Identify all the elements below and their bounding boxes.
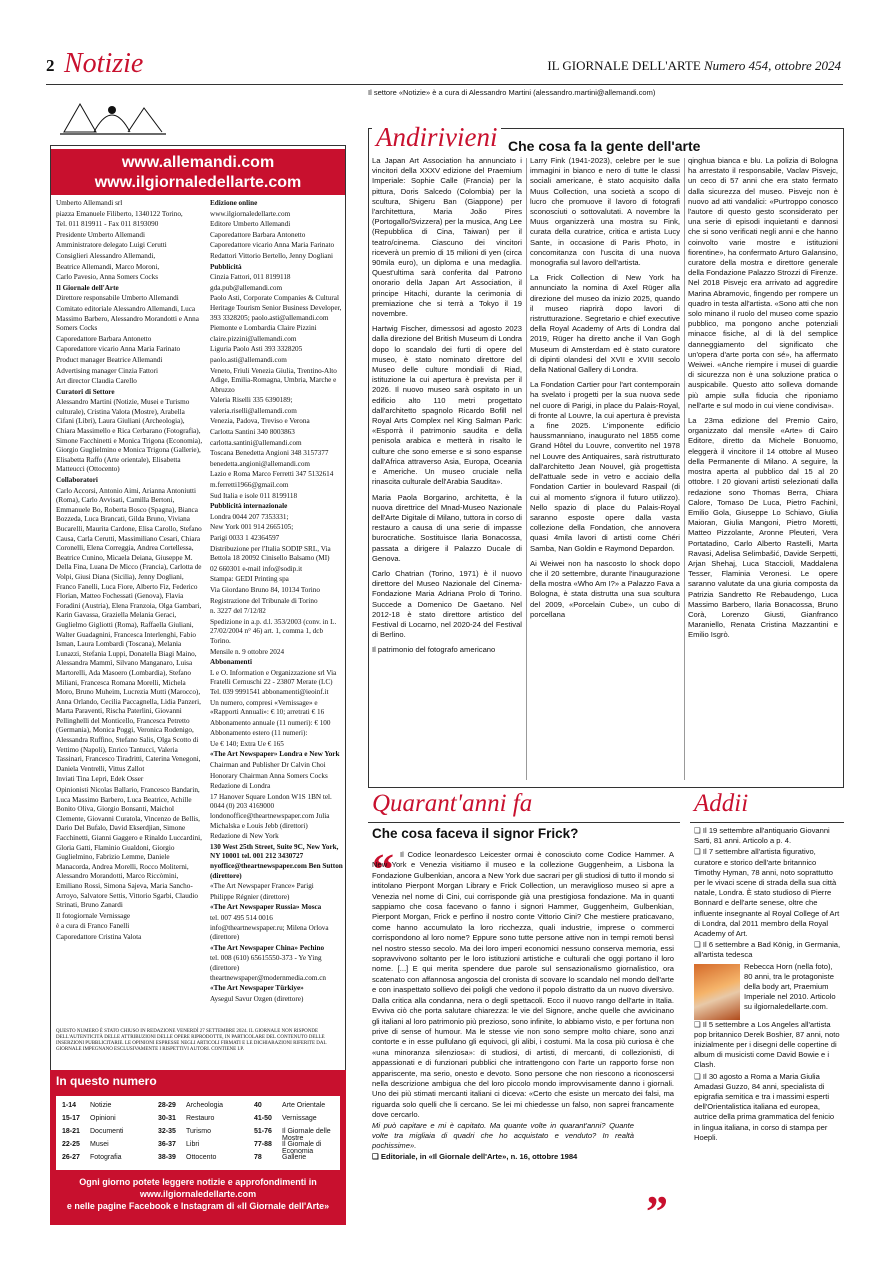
text-paragraph: www.ilgiornaledellarte.com bbox=[210, 209, 291, 218]
text-paragraph: Redattori Vittorio Bertello, Jenny Dogliani bbox=[210, 251, 334, 260]
text-paragraph: Caporedattore Barbara Antonetto bbox=[210, 230, 306, 239]
text-paragraph: carlotta.santini@allemandi.com bbox=[210, 438, 302, 447]
text-paragraph: «The Art Newspaper» Londra e New York bbox=[210, 750, 340, 759]
text-paragraph: Sud Italia e isole 011 8199118 bbox=[210, 491, 298, 500]
text-paragraph: Veneto, Friuli Venezia Giulia, Trentino-Alto Adige, Emilia-Romagna, Umbria, Marche e Abruzzo bbox=[210, 366, 337, 394]
index-pages[interactable]: 40 bbox=[254, 1102, 262, 1109]
index-pages[interactable]: 51-76 bbox=[254, 1128, 272, 1135]
index-label[interactable]: Il Giornale delle Mostre bbox=[282, 1128, 331, 1142]
open-quote-icon: “ bbox=[372, 845, 394, 894]
text-paragraph: Redazione di Londra bbox=[210, 782, 271, 791]
text-paragraph: La Frick Collection di New York ha annunciato la nomina di Axel Rüger alla direzione del museo da inizio 2025, quando il museo riaprirà dopo lavori di ristrutturazione. Segretario e chief executive della Royal Academy of Arts di Londra dal 2019, Rüger ha diretto anche il Van Gogh Museum di Amsterdam ed è stato curatore di dipinti olandesi del XVII e XVIII secolo della National Gallery di Londra. bbox=[530, 273, 680, 375]
index-label[interactable]: Libri bbox=[186, 1141, 200, 1148]
masthead-column-1 bbox=[56, 199, 204, 1027]
text-paragraph: «The Art Newspaper Türkiye» bbox=[210, 984, 304, 993]
addii-body bbox=[694, 826, 842, 1226]
index-pages[interactable]: 78 bbox=[254, 1154, 262, 1161]
text-paragraph: Collaboratori bbox=[56, 476, 98, 485]
text-paragraph: Il fotogiornale Vernissage bbox=[56, 911, 131, 920]
text-paragraph: Caporedattore Cristina Valota bbox=[56, 932, 142, 941]
index-label[interactable]: Restauro bbox=[186, 1115, 215, 1122]
text-paragraph: Product manager Beatrice Allemandi bbox=[56, 355, 163, 364]
quarantanni-subtitle: Che cosa faceva il signor Frick? bbox=[372, 826, 579, 841]
andirivieni-column-1 bbox=[372, 156, 522, 782]
index-label[interactable]: Ottocento bbox=[186, 1154, 217, 1161]
text-paragraph: New York 001 914 2665105; bbox=[210, 523, 294, 532]
text-paragraph: Opinionisti Nicolas Ballario, Francesco Bandarin, Luca Massimo Barbero, Luca Beatrice, Achille Bonito Oliva, Giorgio Bonsanti, Maichol Clemente, Giovanni Curatola, Vincenzo de Bellis, Dario Del Bufalo, David Ekserdjian, Simone Facchinetti, Gianni Gaggero e Rinaldo Luccardini, Gloria Gatti, Flaminio Gualdoni, Giorgio Guglielmino, Fabrizio Lemme, Daniele Manacorda, Andrea Morelli, Rocco Moliterni, Alessandro Morandotti, Marco Riccòmini, Emiliano Rossi, Simona Sajeva, Maria Sancho-Arroyo, Salvatore Settis, Vittorio Sgarbi, Claudio Strinati, Bruno Zanardi bbox=[56, 786, 202, 910]
text-paragraph: valeria.riselli@allemandi.com bbox=[210, 406, 297, 415]
index-label[interactable]: Fotografia bbox=[90, 1154, 122, 1161]
index-pages[interactable]: 26-27 bbox=[62, 1154, 80, 1161]
text-paragraph: Alessandro Martini (Notizie, Musei e Turismo culturale), Cristina Valota (Mostre), Arabella Cifani (Libri), Laura Giuliani (Archeologia), Chiara Massimello e Rica Cerbarano (Fotografia), Simone Facchinetti e Monica Trigona (Economia), Giorgio Guglielmino e Monica Trigona (Gallerie), Elisabetta Raffo (Arte orientale), Elisabetta Matteucci (Ottocento) bbox=[56, 398, 203, 474]
section-title: Notizie bbox=[64, 48, 144, 79]
text-paragraph: «The Art Newspaper France» Parigi bbox=[210, 882, 314, 891]
addii-entry: ❑ Il 19 settembre all'antiquario Giovanni Sarti, 81 anni. Articolo a p. 4. bbox=[694, 826, 830, 846]
index-label[interactable]: Turismo bbox=[186, 1128, 212, 1135]
index-label[interactable]: Archeologia bbox=[186, 1102, 223, 1109]
text-paragraph: Pubblicità internazionale bbox=[210, 502, 288, 511]
text-paragraph: Hartwig Fischer, dimessosi ad agosto 2023 dalla direzione del British Museum di Londra dopo lo scandalo dei furti di opere del museo, è stato nominato direttore del Museo delle culture mondiali di Riad, istituzione la cui apertura è prevista per il 2026. Il nuovo museo sarà ospitato in un edificio alto 110 metri progettato dall'architetto spagnolo Ricardo Bofill nel Royal Arts Complex nel King Salman Park: «Esporrà il patrimonio saudita e della penisola arabica e metterà in risalto le culture che sono emerse e si sono espanse dall'Africa attraverso Asia, Europa, Oceania e Americhe. Un museo cruciale nella rinascita culturale dell'Arabia Saudita». bbox=[372, 324, 522, 487]
column-divider bbox=[526, 158, 527, 780]
index-label[interactable]: Arte Orientale bbox=[282, 1102, 326, 1109]
text-paragraph: Caporedattore vicario Anna Maria Farinato bbox=[210, 241, 335, 250]
andirivieni-subtitle: Che cosa fa la gente dell'arte bbox=[508, 138, 701, 154]
rebecca-horn-photo bbox=[694, 964, 740, 1020]
andirivieni-column-3 bbox=[688, 156, 838, 782]
text-paragraph: Redazione di New York bbox=[210, 832, 279, 841]
text-paragraph: Inviati Tina Lepri, Edek Osser bbox=[56, 775, 144, 784]
index-title: In questo numero bbox=[56, 1074, 157, 1088]
text-paragraph: tel. 008 (610) 65615550-373 - Ye Ying (direttore) theartnewspaper@modernmedia.com.cn bbox=[210, 954, 326, 982]
index-pages[interactable]: 41-50 bbox=[254, 1115, 272, 1122]
text-paragraph: qinghua bianca e blu. La polizia di Bologna ha arrestato il responsabile, Vaclav Pisvejc, un ceco di 57 anni che era stato fermato dalla sicurezza del museo. Pisvejc non è nuovo ad atti vandalici: «Purtroppo conosco l'autore di questo gesto sconsiderato per una serie di episodi inquietanti e dannosi che si sono verificati negli anni e che hanno coinvolto varie mostre e istituzioni fiorentine», ha confermato Arturo Galansino, curatore della mostra e direttore generale della Fondazione Palazzo Strozzi di Firenze. Nel 2018 Pisvejc era arrivato ad aggredire Marina Abramovic, fingendo per rompere un quadro in testa all'artista. «Sono atti che non solo minano il ruolo del museo come spazio pubblico, ma pongono anche potenziali minacce fisiche, al di là del semplice danneggiamento del significato che un'opera d'arte porta con sé», ha affermato Weiwei. «Anche riempire i musei di guardie di sicurezza non è una soluzione pratica o auspicabile. Questo atto solleva domande più ampie sulla fiducia che riponiamo nell'arte e sul modo in cui viene condivisa». bbox=[688, 156, 838, 410]
section-credits: Il settore «Notizie» è a cura di Alessandro Martini (alessandro.martini@allemandi.com) bbox=[368, 88, 656, 97]
close-quote-icon: ” bbox=[646, 1187, 668, 1236]
andirivieni-column-2 bbox=[530, 156, 680, 782]
index-table bbox=[56, 1096, 340, 1170]
text-paragraph: Stampa: GEDI Printing spa bbox=[210, 575, 289, 584]
text-paragraph: Umberto Allemandi srl bbox=[56, 199, 123, 207]
text-paragraph: Abbonamenti bbox=[210, 658, 252, 667]
quarantanni-signature: ❑ Editoriale, in «Il Giornale dell'Arte», n. 16, ottobre 1984 bbox=[372, 1151, 578, 1161]
website-url-allemandi[interactable]: www.allemandi.com bbox=[121, 154, 275, 171]
text-paragraph: Paolo Asti, Corporate Companies & Cultural Heritage Tourism Senior Business Developer, 393 3328205; paolo.asti@allemandi.com bbox=[210, 294, 342, 322]
text-paragraph: Maria Paola Borgarino, architetta, è la nuova direttrice del Mnad-Museo Nazionale dell'Arte Digitale di Milano, tuttora in corso di restauro a causa di una serie di impasse burocratiche. Sostituisce Ilaria Bonacossa, passata a dirigere il Palazzo Ducale di Genova. bbox=[372, 492, 522, 563]
index-pages[interactable]: 1-14 bbox=[62, 1102, 77, 1109]
index-pages[interactable]: 36-37 bbox=[158, 1141, 176, 1148]
text-paragraph: 02 660301 e-mail info@sodip.it bbox=[210, 564, 303, 573]
index-pages[interactable]: 77-88 bbox=[254, 1141, 272, 1148]
text-paragraph: Editore Umberto Allemandi bbox=[210, 220, 291, 229]
text-paragraph: 130 West 25th Street, Suite 9C, New York, NY 10001 tel. 001 212 3430727 nyoffice@theartnewspaper.com Ben Sutton (direttore) bbox=[210, 842, 343, 880]
index-label[interactable]: Vernissage bbox=[282, 1115, 317, 1122]
text-paragraph: Distribuzione per l'Italia SODIP SRL, Via Bettola 18 20092 Cinisello Balsamo (MI) bbox=[210, 544, 331, 563]
text-paragraph: paolo.asti@allemandi.com bbox=[210, 355, 287, 364]
text-paragraph: Via Giordano Bruno 84, 10134 Torino bbox=[210, 585, 320, 594]
website-url-giornale[interactable]: www.ilgiornaledellarte.com bbox=[94, 174, 302, 191]
text-paragraph: La Fondation Cartier pour l'art contemporain ha svelato i progetti per la sua nuova sede nel cuore di Parigi, in place du Palais-Royal, di fronte al Louvre, la cui apertura è prevista a fine 2025. L'imponente edificio haussmanniano, inaugurato nel 1855 come Grand Hôtel du Louvre, convertito nel 1978 nel Louvre des Antiquaires, sarà ristrutturato dall'architetto Jean Nouvel, già progettista dell'attuale sede in vetro e acciaio della Fondation Cartier in boulevard Raspail (di cui al momento s'ignora il futuro utilizzo). Nello spazio di place du Palais-Royal saranno esposte opere dalla vasta collezione della Fondation, che annovera quasi 4mila lavori di artisti come Chéri Samba, Nan Goldin e Raymond Depardon. bbox=[530, 380, 680, 553]
publication-name: IL GIORNALE DELL'ARTE bbox=[547, 58, 701, 73]
text-paragraph: Piemonte e Lombardia Claire Pizzini bbox=[210, 324, 317, 333]
text-paragraph: Londra 0044 207 7353331; bbox=[210, 512, 289, 521]
text-paragraph: Caporedattore Barbara Antonetto bbox=[56, 334, 152, 343]
text-paragraph: Carlo Pavesio, Anna Somers Cocks bbox=[56, 273, 159, 282]
text-paragraph: Amministratore delegato Luigi Cerutti bbox=[56, 241, 167, 250]
text-paragraph: claire.pizzini@allemandi.com bbox=[210, 334, 297, 343]
text-paragraph: Liguria Paolo Asti 393 3328205 bbox=[210, 345, 303, 354]
text-paragraph: Honorary Chairman Anna Somers Cocks bbox=[210, 771, 328, 780]
text-paragraph: Larry Fink (1941-2023), celebre per le sue immagini in bianco e nero di tutte le classi sociali americane, è stato acquisito dalla Muus Collection, una società a scopo di lucro che promuove il lavoro di fotografi sconosciuti o sottovalutati. A novembre la Muus organizzerà una mostra su Fink, curata della curatrice, critica e artista Lucy Sante, in occasione di Paris Photo, in concomitanza con l'uscita di una nuova monografia sul lavoro dell'artista. bbox=[530, 156, 680, 268]
text-paragraph: Spedizione in a.p. d.l. 353/2003 (conv. in L. 27/02/2004 n° 46) art. 1, comma 1, dcb Torino. bbox=[210, 617, 337, 645]
quarantanni-rule bbox=[368, 822, 680, 823]
index-footer bbox=[50, 1176, 346, 1212]
addii-entry: ❑ Il 7 settembre all'artista figurativo, curatore e storico dell'arte britannico Timothy Hyman, 78 anni, noto soprattutto per le vivaci scene di strada della sua città natale, Londra. È stato studioso di Pierre Bonnard e dell'arte senese, oltre che influente insegnante al Royal College of Art di Londra, dal 2011 membro della Royal Academy of Art. bbox=[694, 847, 840, 939]
index-pages[interactable]: 38-39 bbox=[158, 1154, 176, 1161]
text-paragraph: piazza Emanuele Filiberto, 1340122 Torino, bbox=[56, 209, 183, 218]
addii-title: Addii bbox=[694, 790, 749, 817]
text-paragraph: gda.pub@allemandi.com bbox=[210, 283, 283, 292]
text-paragraph: Comitato editoriale Alessandro Allemandi, Luca Massimo Barbero, Alessandro Morandotti e Anna Somers Cocks bbox=[56, 304, 199, 333]
text-paragraph: Il Giornale dell'Arte bbox=[56, 283, 119, 292]
addii-horn-text: Rebecca Horn (nella foto), 80 anni, tra le protagoniste della body art, Praemium Imperiale nel 2010. Articolo su ilgiornaledellarte.com. bbox=[744, 961, 836, 1012]
index-footer-line1: Ogni giorno potete leggere notizie e approfondimenti in bbox=[79, 1177, 317, 1187]
text-paragraph: Venezia, Padova, Treviso e Verona bbox=[210, 417, 310, 426]
addii-entry-horn bbox=[694, 962, 842, 1013]
text-paragraph: «The Art Newspaper Russia» Mosca bbox=[210, 903, 322, 912]
masthead-logo-illustration bbox=[50, 92, 176, 142]
index-pages[interactable]: 32-35 bbox=[158, 1128, 176, 1135]
addii-entry: ❑ Il 6 settembre a Bad König, in Germania, all'artista tedesca bbox=[694, 940, 841, 960]
index-label[interactable]: Musei bbox=[90, 1141, 109, 1148]
text-paragraph: Parigi 0033 1 42364597 bbox=[210, 534, 280, 542]
column-divider bbox=[684, 158, 685, 780]
fine-print: QUESTO NUMERO È STATO CHIUSO IN REDAZIONE VENERDÌ 27 SETTEMBRE 2024. IL GIORNALE NON RISPONDE DELL'AUTENTICITÀ DELLE ATTRIBUZIONI DELLE OPERE RIPRODOTTE, IN PARTICOLARE DEL CONTENUTO DELLE INSERZIONI PUBBLICITARIE. LE OPINIONI ESPRESSE NEGLI ARTICOLI FIRMATI E LE DICHIARAZIONI RIFERITE DAL GIORNALE IMPEGNANO ESCLUSIVAMENTE I RISPETTIVI AUTORI. CONTIENE I.P. bbox=[56, 1029, 327, 1052]
index-footer-line3: e nelle pagine Facebook e Instagram di «Il Giornale dell'Arte» bbox=[66, 1201, 330, 1211]
text-paragraph: Art director Claudia Carello bbox=[56, 377, 137, 386]
text-paragraph: Abbonamento estero (11 numeri): bbox=[210, 729, 308, 738]
text-paragraph: La 23ma edizione del Premio Cairo, organizzato dal mensile «Arte» di Cairo Editore, diretto da Michele Bonuomo, eleggerà il vincitore il 14 ottobre al Museo della Permanente di Milano. A seguire, la mostra aperta al pubblico dal 15 al 20 ottobre. I 20 giovani artisti selezionati dalla redazione sono Thomas Berra, Chiara Calore, Tomaso De Luca, Pietro Fachinì, Emilio Gola, Giuseppe Lo Schiavo, Giulia Maioran, Giulia Mangoni, Pietro Moretti, Matteo Pizzolante, Aronne Pleuteri, Vera Portatadino, Carlo Alberto Rastelli, Marta Ravasi, Adelisa Selimbašić, Davide Serpetti, Arjan Shehaj, Luca Staccioli, Maddalena Tesser, Flaminia Veronesi. Le opere saranno valutate da una giuria composta da Patrizia Sandretto Re Rebaudengo, Luca Massimo Barbero, Ilaria Bonacossa, Bruno Corà, Lorenzo Giusti, Gianfranco Maraniello, Renata Cristina Mazzantini e Emilio Isgrò. bbox=[688, 416, 838, 640]
text-paragraph: Abbonamento annuale (11 numeri): € 100 bbox=[210, 718, 331, 727]
text-paragraph: Caporedattore vicario Anna Maria Farinato bbox=[56, 345, 181, 354]
text-paragraph: Ue € 140; Extra Ue € 165 bbox=[210, 739, 284, 748]
text-paragraph: n. 3227 del 7/12/82 bbox=[210, 607, 266, 616]
text-paragraph: Chairman and Publisher Dr Calvin Choi bbox=[210, 761, 326, 770]
text-paragraph: 17 Hanover Square London W1S 1BN tel. 0044 (0) 203 4169000 londonoffice@theartnewspaper.com Julia Michalska e Louis Jebb (direttori) bbox=[210, 792, 332, 830]
index-label[interactable]: Opinioni bbox=[90, 1115, 116, 1122]
index-pages[interactable]: 15-17 bbox=[62, 1115, 80, 1122]
text-paragraph: Un numero, compresi «Vernissage» e «Rapporti Annuali»: € 10; arretrati € 16 bbox=[210, 698, 325, 717]
text-paragraph: m.ferretti1966@gmail.com bbox=[210, 481, 289, 490]
issue-line bbox=[547, 58, 841, 74]
index-pages[interactable]: 22-25 bbox=[62, 1141, 80, 1148]
text-paragraph: Valeria Riselli 335 6390189; bbox=[210, 396, 293, 405]
text-paragraph: Lazio e Roma Marco Ferretti 347 5132614 bbox=[210, 470, 334, 479]
index-label[interactable]: Il Giornale di Economia bbox=[282, 1141, 322, 1155]
index-pages[interactable]: 28-29 bbox=[158, 1102, 176, 1109]
index-label[interactable]: Notizie bbox=[90, 1102, 112, 1109]
website-banner[interactable] bbox=[51, 149, 345, 195]
masthead-column-2 bbox=[210, 199, 344, 1003]
quarantanni-title: Quarant'anni fa bbox=[372, 790, 533, 817]
header-rule bbox=[46, 84, 843, 85]
quarantanni-quote-end: Mi può capitare e mi è capitato. Ma quante volte in quarant'anni? Quante volte tra migliaia di quadri che ho acquistato e venduto? In realtà pochissime». bbox=[372, 1120, 634, 1151]
text-paragraph: Direttore responsabile Umberto Allemandi bbox=[56, 294, 179, 303]
addii-entry: ❑ Il 30 agosto a Roma a Maria Giulia Amadasi Guzzo, 84 anni, specialista di epigrafia semitica e tra i massimi esperti dell'Orientalistica italiana ed europea, autrice della prima grammatica del fenicio in lingua italiana, in corso di stampa per Hoepli. bbox=[694, 1071, 835, 1142]
text-paragraph: è a cura di Franco Fanelli bbox=[56, 922, 130, 931]
text-paragraph: Beatrice Allemandi, Marco Moroni, bbox=[56, 262, 160, 271]
text-paragraph: Pubblicità bbox=[210, 262, 242, 271]
quarantanni-body bbox=[372, 845, 674, 1220]
text-paragraph: Mensile n. 9 ottobre 2024 bbox=[210, 647, 285, 656]
page-number: 2 bbox=[46, 56, 55, 75]
text-paragraph: Registrazione del Tribunale di Torino bbox=[210, 596, 318, 605]
text-paragraph: Tel. 011 819911 - Fax 011 8193090 bbox=[56, 220, 159, 229]
text-paragraph: Philippe Régnier (direttore) bbox=[210, 892, 290, 901]
index-label[interactable]: Gallerie bbox=[282, 1154, 307, 1161]
text-paragraph: Toscana Benedetta Angioni 348 3157377 bbox=[210, 449, 329, 458]
text-paragraph: Presidente Umberto Allemandi bbox=[56, 230, 146, 239]
index-box bbox=[50, 1070, 346, 1225]
text-paragraph: Edizione online bbox=[210, 199, 258, 207]
quarantanni-text: Il Codice leonardesco Leicester ormai è conosciuto come Codice Hammer. A New York e Venezia visitiamo il museo e la collezione Guggenheim, a Lisbona la Fondazione Gulbenkian, ancora a New York due sacrari per gli studiosi di tutto il mondo si intitolano Pierpont Morgan Library e Frick Collection, un meraviglioso museo si apre a Venezia nel nome di Cini, cui corrisponde già una prestigiosa fondazione. Ma in quanti sappiamo che cosa facevano o fanno i signori Hammer, Guggenheim, Gulbenkian, Pierpont Morgan, Frick e perfino il nostro conte Vittorio Cini? Che mestiere praticavano, come hanno accumulato la loro ricchezza, quali industrie, imprese o commerci corrispondono al loro nome? Eppure sono tutte persone attive non in tempi remoti bensì nel nostro stesso secolo. Ma dei loro imperi economici nessuno conserva memoria, essi sopravvivono soltanto per le loro istituzioni artistiche e culturali che oggi portano il loro nome. [...] E qui merita spendere due parole sul sensazionalismo giornalistico, ora scatenato con affannosa angoscia del cronista di scovare lo scandalo nel mondo dell'arte e con inaspettato sollievo dei poligli che vedono il popolo distratto da un nuovo diversivo. Dalla critica alla condanna, nera o degli spettacoli. Ecco il nuovo rango dell'arte in Italia. Evviva ciò che porta salutare chiarezza: le vie del Signore, anche quelle che avvicinano gli italiani al loro patrimonio più prezioso, sono infinite, lo abbiamo visto, e per fortuna non prive di sense of humour. Ma le stesse vie non sono sempre molto chiare, sono anzi contorte e in esse pullulano gli equivoci, gli alibi, i costumi. Ma la cosa più curiosa è che «una minoranza silenziosa»: di studiosi, di artisti, di mercanti, di collezionisti, di appassionati e di funzionari pubblici che intrattengono con l'arte un rapporto forse non appariscente, ma serio, onesto e devoto. Sono persone che non riescono a riconoscersi nella descrizione ambigua che del loro piccolo mondo improvvisamente danno i giornali. Uno dei più stimati mercanti italiani ci diceva: «Certo che esiste un mercato dei falsi, ma riguarda solo quelli che li cercano. Se lei mi chiedesse un falso, non saprei francamente dove cercarlo. bbox=[372, 850, 674, 1120]
text-paragraph: Curatori di Settore bbox=[56, 387, 115, 396]
text-paragraph: Consiglieri Alessandro Allemandi, bbox=[56, 251, 156, 260]
text-paragraph: benedetta.angioni@allemandi.com bbox=[210, 459, 311, 468]
index-label[interactable]: Documenti bbox=[90, 1128, 124, 1135]
addii-rule bbox=[690, 822, 844, 823]
index-footer-url[interactable]: www.ilgiornaledellarte.com bbox=[139, 1189, 257, 1199]
addii-entry: ❑ Il 5 settembre a Los Angeles all'artista pop britannico Derek Boshier, 87 anni, noto inizialmente per i disegni delle copertine di album di musicisti come David Bowie e i Clash. bbox=[694, 1019, 840, 1070]
text-paragraph: Aysegul Savur Ozgen (direttore) bbox=[210, 994, 304, 1003]
text-paragraph: «The Art Newspaper China» Pechino bbox=[210, 943, 325, 952]
text-paragraph: Carlo Accorsi, Antonio Aimi, Arianna Antoniutti (Roma), Carlo Avvisati, Camilla Bertoni, Emmanuele Bo, Roberta Bosco (Spagna), Bianca Bozzeda, Luca Brancati, Gilda Bruno, Viviana Bucarelli, Maurita Cardone, Elisa Carollo, Stefano Causa, Carla Cerutti, Massimiliano Cesari, Chiara Coronelli, Elena Correggia, Andrea Cortellessa, Beatrice Cunino, Micaela Deiana, Giuseppe M. Della Fina, Luana De Micco (Francia), Carlotta de Volpi, Giusi Diana (Sicilia), Jenny Dogliani, Franco Fanelli, Luca Fiore, Alberto Fiz, Federico Florian, Matteo Fochessati (Genova), Flavia Foradini (Austria), Elena Franzoia, Olga Gambari, Karin Gavassa, Graziella Melania Geraci, Guglielmo Gigliotti (Roma), Raffaella Giuliani, Walter Guadagnini, Francesca Interlenghi, Fabio Isman, Laura Lombardi (Toscana), Melania Lunazzi, Stefania Luppi, Donatella Biagi Maino, Alessandra Mammì, Silvano Manganaro, Luisa Martorelli, Ada Masoero (Lombardia), Stefano Miliani, Francesca Romana Morelli, Michela Moro, Bruno Muheim, Lucrezia Mutti (Marocco), Anna Orlando, Cecilia Paccagnella, Lidia Panzeri, Marta Paraventi, Rischa Paterlini, Giovanni Pellinghelli del Monticello, Francesca Petretto (Germania), Monica Poggi, Veronica Rodenigo, Alessandra Ruffino, Stefano Salis, Olga Scotto di Vettimo (Napoli), Enrico Tantucci, Valeria Tassinari, Francesco Tiradritti, Caterina Venegoni, Daniela Ventrelli, Vittus Zallot bbox=[56, 486, 202, 773]
text-paragraph: Il patrimonio del fotografo americano bbox=[372, 645, 496, 655]
index-pages[interactable]: 30-31 bbox=[158, 1115, 176, 1122]
andirivieni-title: Andirivieni bbox=[372, 122, 501, 153]
text-paragraph: La Japan Art Association ha annunciato i vincitori della XXXV edizione del Praemium Imperiale: Sophie Calle (Francia) per la pittura, Doris Salcedo (Colombia) per la scultura, Shigeru Ban (Giappone) per l'architettura, Maria João Pires (Portogallo/Svizzera) per la musica, Ang Lee (Repubblica di Cina, Taiwan) per il teatro/cinema. Ciascuno dei vincitori riceverà un premio di 15 milioni di yen (circa 90mila euro), un diploma e una medaglia. Quest'ultima sarà conferita dal Patrono onorario della Japan Art Association, il principe Hitachi, durante la cerimonia di premiazione che si terrà a Tokyo il 19 novembre. bbox=[372, 156, 522, 319]
text-paragraph: L e O. Information e Organizzazione srl Via Fratelli Cernuschi 22 - 23807 Merate (LC) Tel. 039 9991541 abbonamenti@ieoinf.it bbox=[210, 668, 337, 696]
text-paragraph: tel. 007 495 514 0016 info@theartnewspaper.ru; Milena Orlova (direttore) bbox=[210, 913, 329, 942]
issue-number: Numero 454, ottobre 2024 bbox=[704, 58, 841, 73]
text-paragraph: Carlotta Santini 340 8003863 bbox=[210, 428, 295, 437]
index-pages[interactable]: 18-21 bbox=[62, 1128, 80, 1135]
text-paragraph: Advertising manager Cinzia Fattori bbox=[56, 366, 158, 375]
text-paragraph: Cinzia Fattori, 011 8199118 bbox=[210, 273, 291, 282]
text-paragraph: Carlo Chatrian (Torino, 1971) è il nuovo direttore del Museo Nazionale del Cinema-Fondazione Maria Adriana Prolo di Torino. Succede a Domenico De Gaetano. Nel 2012-18 è stato direttore artistico del Festival di Locarno, nel 2020-24 del Festival di Berlino. bbox=[372, 568, 522, 640]
text-paragraph: Ai Weiwei non ha nascosto lo shock dopo che il 20 settembre, durante l'inaugurazione della mostra «Who Am I?» a Palazzo Fava a Bologna, è stata distrutta una sua scultura del 2009, «Porcelain Cube», un cubo di porcellana bbox=[530, 558, 680, 619]
